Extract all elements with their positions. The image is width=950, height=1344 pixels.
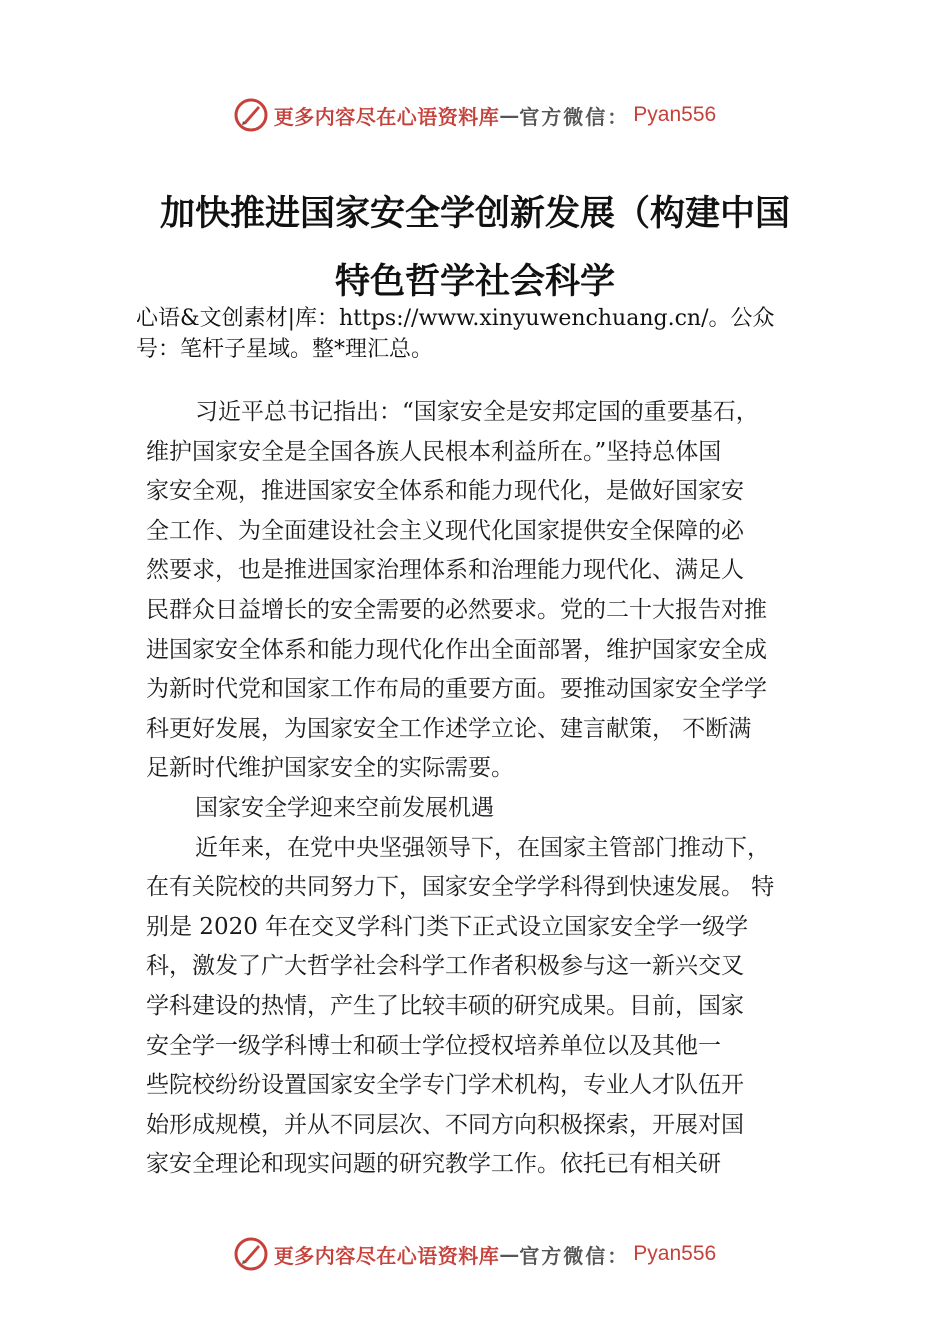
banner-separator: — [499,1242,520,1266]
quill-logo-icon [234,98,268,132]
source-line: 心语&文创素材|库：https://www.xinyuwenchuang.cn/。公众 [136,306,775,331]
body-text-line: 全工作、为全面建设社会主义现代化国家提供安全保障的必 [146,517,744,544]
body-text-line: 维护国家安全是全国各族人民根本利益所在。”坚持总体国 [146,438,722,465]
body-text-line: 始形成规模，并从不同层次、不同方向积极探索，开展对国 [146,1111,744,1138]
body-text-line: 习近平总书记指出：“国家安全是安邦定国的重要基石， [195,399,759,425]
footer-banner [0,1234,950,1274]
body-text-line: 别是 2020 年在交叉学科门类下正式设立国家安全学一级学 [146,913,749,940]
body-text-line: 科更好发展，为国家安全工作述学立论、建言献策， 不断满 [146,715,752,742]
body-text-line: 为新时代党和国家工作布局的重要方面。要推动国家安全学学 [146,676,767,703]
body-text-line: 足新时代维护国家安全的实际需要。 [146,755,514,782]
banner-slogan: 更多内容尽在心语资料库 [273,1243,500,1268]
header-banner [0,95,950,135]
banner-separator: — [499,103,520,127]
body-text-line: 家安全观，推进国家安全体系和能力现代化，是做好国家安 [146,478,744,505]
body-text-line: 学科建设的热情，产生了比较丰硕的研究成果。目前，国家 [146,992,744,1019]
banner-wechat-label: 官方微信： [519,104,630,129]
body-text-line: 在有关院校的共同努力下，国家安全学学科得到快速发展。 特 [146,874,775,901]
quill-logo-icon [234,1237,268,1271]
banner-slogan: 更多内容尽在心语资料库 [273,104,500,129]
document-title-line-2: 特色哲学社会科学 [334,261,615,302]
source-note [136,303,826,365]
banner-wechat-label: 官方微信： [519,1243,630,1268]
body-text-line: 民群众日益增长的安全需要的必然要求。党的二十大报告对推 [146,596,767,623]
body-text-line: 些院校纷纷设置国家安全学专门学术机构，专业人才队伍开 [146,1072,744,1099]
body-text-line: 科，激发了广大哲学社会科学工作者积极参与这一新兴交叉 [146,953,744,980]
banner-wechat-id: Pyan556 [633,1242,717,1265]
article-body [146,393,826,1185]
document-title-line-1: 加快推进国家安全学创新发展（构建中国 [159,193,790,234]
body-text-line: 进国家安全体系和能力现代化作出全面部署，维护国家安全成 [146,636,767,663]
body-text-line: 然要求，也是推进国家治理体系和治理能力现代化、满足人 [146,557,744,584]
body-text-line: 近年来，在党中央坚强领导下，在国家主管部门推动下， [195,834,770,861]
body-text-line: 家安全理论和现实问题的研究教学工作。依托已有相关研 [146,1151,721,1178]
body-text-line: 安全学一级学科博士和硕士学位授权培养单位以及其他一 [146,1032,721,1059]
body-text-line: 国家安全学迎来空前发展机遇 [195,794,494,821]
banner-wechat-id: Pyan556 [633,103,717,126]
source-line: 号：笔杆子星域。整*理汇总。 [136,337,434,362]
